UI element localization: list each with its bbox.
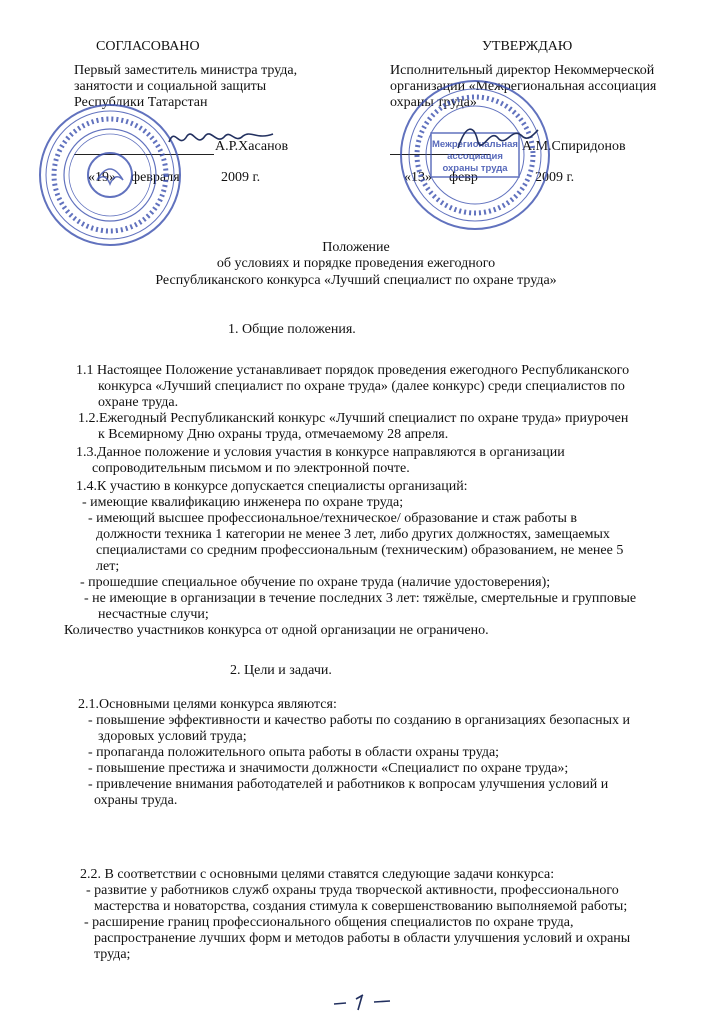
right-date-day: «13» bbox=[404, 170, 432, 185]
right-handwritten-signature bbox=[452, 118, 542, 158]
left-signer-name: А.Р.Хасанов bbox=[215, 139, 289, 154]
right-seal-text-2: ассоциация bbox=[447, 151, 503, 162]
approval-label-right: УТВЕРЖДАЮ bbox=[482, 39, 573, 54]
paragraph-2-1: 2.1.Основными целями конкурса являются: - повышение эффективности и качество работы по созданию в организациях безопасных и здоровых условий труда; - пропаганда положительного опыта работы в области охраны труда; - повышение престижа и значимости должности «Специалист по охране труда»; - привлечение внимания работодателей и работников к вопросам улучшения условий и охраны труда. bbox=[78, 697, 630, 808]
right-date-month: февр bbox=[449, 170, 478, 185]
paragraph-1-1: 1.1 Настоящее Положение устанавливает порядок проведения ежегодного Республиканского конкурса «Лучший специалист по охране труда» (далее конкурс) среди специалистов по охране труда. bbox=[76, 363, 630, 410]
paragraph-1-2: 1.2.Ежегодный Республиканский конкурс «Лучший специалист по охране труда» приурочен к Всемирному Дню охраны труда, отмечаемому 28 апреля. bbox=[78, 411, 629, 442]
page-number bbox=[330, 990, 400, 1014]
left-signer-position-line-2: занятости и социальной защиты bbox=[74, 79, 267, 94]
document-subtitle-1: об условиях и порядке проведения ежегодного bbox=[216, 256, 496, 271]
left-date-day: «19» bbox=[88, 170, 116, 185]
document-title: Положение bbox=[322, 240, 390, 255]
left-signer-position-line-3: Республики Татарстан bbox=[74, 95, 208, 110]
left-official-seal bbox=[35, 100, 185, 250]
paragraph-1-3: 1.3.Данное положение и условия участия в конкурсе направляются в организации сопроводительным письмом и по электронной почте. bbox=[76, 445, 565, 476]
paragraph-2-2: 2.2. В соответствии с основными целями ставятся следующие задачи конкурса: - развитие у работников служб охраны труда творческой активности, профессионального мастерства и новаторства, создания стимула к совершенствованию выполняемой работы; - расширение границ профессионального общения специалистов по охране труда, распространение лучших форм и методов работы в области улучшения условий и охраны труда; bbox=[80, 867, 631, 962]
section-1-heading: 1. Общие положения. bbox=[228, 322, 356, 337]
left-handwritten-signature bbox=[165, 122, 280, 154]
right-signer-position-line-2: организации «Межрегиональная ассоциация bbox=[390, 79, 657, 94]
section-2-heading: 2. Цели и задачи. bbox=[230, 663, 332, 678]
right-date-year: 2009 г. bbox=[535, 170, 575, 185]
left-signer-position-line-1: Первый заместитель министра труда, bbox=[74, 63, 298, 78]
right-seal-text-1: Межрегиональная bbox=[432, 139, 518, 150]
approval-label-left: СОГЛАСОВАНО bbox=[96, 39, 200, 54]
left-date-year: 2009 г. bbox=[221, 170, 261, 185]
paragraph-1-4: 1.4.К участию в конкурсе допускается специалисты организаций: - имеющие квалификацию инженера по охране труда; - имеющий высшее профессиональное/техническое/ образование и стаж работы в должности техника 1 категории не менее 3 лет, либо других должностях, замещаемых специалистами со средним профессиональным (техническим) образованием, не менее 5 лет; - прошедшие специальное обучение по охране труда (наличие удостоверения); - не имеющие в организации в течение последних 3 лет: тяжёлые, смертельные и групповые несчастные случи; Количество участников конкурса от одной организации не ограничено. bbox=[64, 479, 637, 638]
left-date-month: февраля bbox=[131, 170, 180, 185]
right-signer-name: А.М.Спиридонов bbox=[522, 139, 626, 154]
right-signer-position-line-3: охраны труда» bbox=[390, 95, 477, 110]
document-subtitle-2: Республиканского конкурса «Лучший специалист по охране труда» bbox=[155, 273, 557, 288]
right-seal-text-3: охраны труда bbox=[442, 163, 508, 174]
right-signer-position-line-1: Исполнительный директор Некоммерческой bbox=[390, 63, 655, 78]
